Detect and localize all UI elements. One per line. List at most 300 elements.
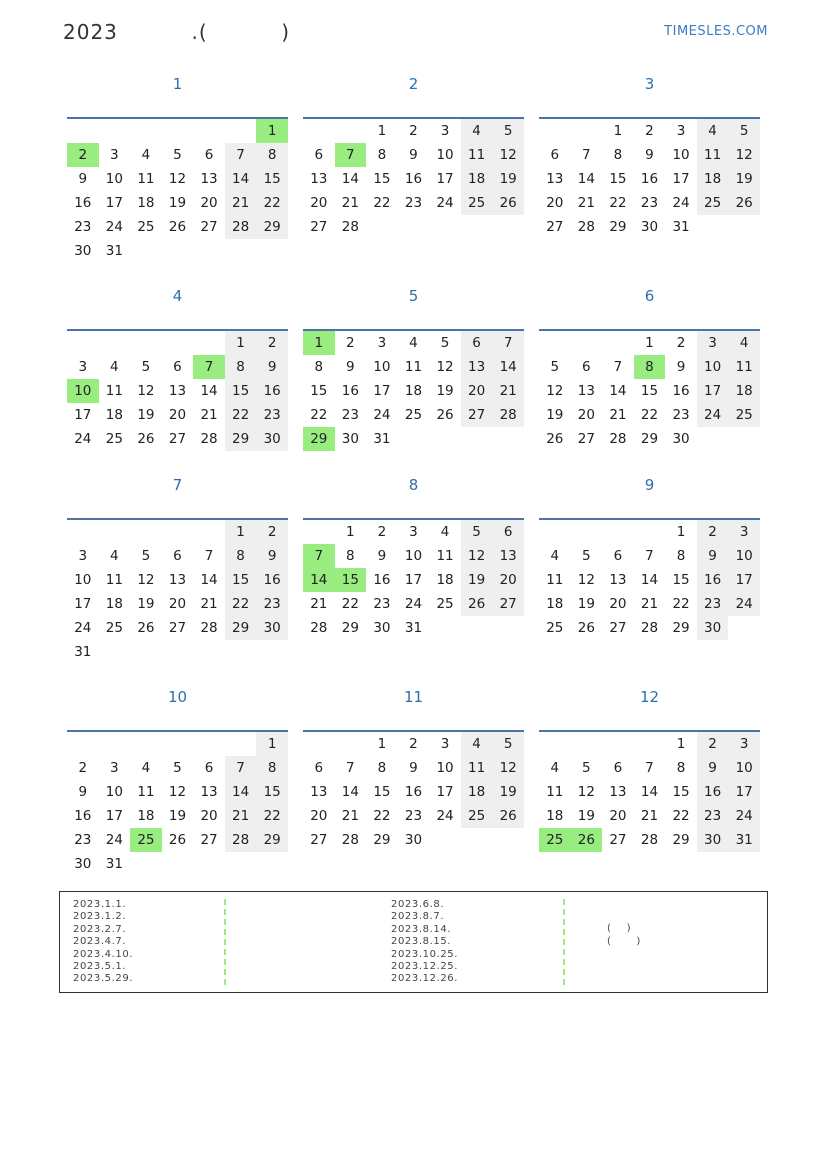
day-cell: 20	[609, 596, 627, 612]
empty-day-cell	[67, 119, 99, 143]
day-cell: 29	[640, 431, 659, 447]
holiday-date: 2023.1.2.	[73, 911, 127, 923]
day-cell: 6	[173, 548, 182, 564]
week-row	[303, 732, 524, 756]
day-cell: 28	[200, 431, 218, 447]
day-cell: 10	[404, 548, 423, 564]
day-cell: 27	[310, 832, 328, 848]
holiday-date: 2023.8.7.	[391, 911, 445, 923]
empty-day-cell	[162, 852, 194, 876]
month-grid	[67, 732, 288, 876]
weekend-day-cell: 7	[225, 756, 257, 780]
empty-day-cell	[539, 520, 571, 544]
weekend-day-cell: 30	[697, 616, 729, 640]
empty-day-cell	[130, 119, 162, 143]
empty-day-cell	[99, 732, 131, 756]
day-cell: 23	[373, 596, 391, 612]
week-row	[67, 592, 288, 616]
month-name: 12	[639, 688, 660, 706]
weekend-day-cell: 31	[728, 828, 760, 852]
day-cell: 23	[404, 195, 423, 211]
day-cell: 4	[550, 548, 560, 564]
day-cell: 12	[137, 383, 155, 399]
week-row	[539, 331, 760, 355]
weekend-day-cell: 12	[492, 756, 524, 780]
weekend-day-cell: 4	[461, 732, 493, 756]
empty-day-cell	[193, 640, 225, 664]
weekend-day-cell: 10	[697, 355, 729, 379]
day-cell: 20	[609, 808, 627, 824]
day-cell: 7	[645, 548, 654, 564]
week-row	[539, 756, 760, 780]
day-cell: 17	[436, 171, 454, 187]
week-row	[67, 616, 288, 640]
day-cell: 24	[373, 407, 391, 423]
day-cell: 1	[613, 123, 623, 139]
day-cell: 9	[645, 147, 654, 163]
weekend-day-cell: 11	[728, 355, 760, 379]
weekend-day-cell: 2	[256, 331, 288, 355]
day-cell: 13	[168, 383, 187, 399]
weekend-day-cell: 9	[697, 544, 729, 568]
day-cell: 13	[310, 784, 328, 800]
day-cell: 8	[346, 548, 355, 564]
day-cell: 10	[105, 784, 123, 800]
day-cell: 14	[200, 572, 218, 588]
day-cell: 14	[200, 383, 218, 399]
empty-day-cell	[193, 520, 225, 544]
week-row	[539, 616, 760, 640]
day-cell: 8	[676, 548, 686, 564]
weekend-day-cell: 14	[492, 355, 524, 379]
month-grid	[539, 732, 760, 852]
holiday-day-cell: 8	[634, 355, 666, 379]
day-cell: 11	[137, 784, 155, 800]
week-row	[67, 403, 288, 427]
empty-day-cell	[429, 215, 461, 239]
weekend-day-cell: 14	[225, 167, 257, 191]
day-cell: 5	[173, 147, 182, 163]
empty-day-cell	[130, 640, 162, 664]
empty-day-cell	[256, 239, 288, 263]
empty-day-cell	[130, 852, 162, 876]
day-cell: 3	[110, 147, 119, 163]
empty-day-cell	[225, 239, 257, 263]
empty-day-cell	[492, 828, 524, 852]
empty-day-cell	[162, 520, 194, 544]
week-row	[539, 732, 760, 756]
holiday-day-cell: 14	[303, 568, 335, 592]
day-cell: 5	[173, 760, 182, 776]
empty-day-cell	[697, 215, 729, 239]
weekend-day-cell: 11	[461, 143, 493, 167]
day-cell: 5	[141, 548, 151, 564]
holiday-date: 2023.5.1.	[73, 960, 127, 972]
month-name: 11	[403, 688, 424, 706]
weekend-day-cell: 16	[697, 568, 729, 592]
day-cell: 16	[640, 171, 659, 187]
weekend-day-cell: 19	[492, 780, 524, 804]
day-cell: 12	[436, 359, 454, 375]
day-cell: 9	[676, 359, 686, 375]
day-cell: 26	[436, 407, 454, 423]
day-cell: 15	[310, 383, 328, 399]
day-cell: 5	[582, 760, 591, 776]
holiday-day-cell: 25	[539, 828, 571, 852]
empty-day-cell	[366, 215, 398, 239]
day-cell: 11	[105, 572, 123, 588]
day-cell: 1	[676, 524, 686, 540]
empty-day-cell	[634, 732, 666, 756]
legend-note: ( )	[607, 936, 641, 947]
empty-day-cell	[162, 119, 194, 143]
day-cell: 10	[74, 572, 92, 588]
day-cell: 4	[141, 147, 151, 163]
day-cell: 9	[409, 147, 418, 163]
day-cell: 3	[110, 760, 119, 776]
day-cell: 16	[404, 784, 423, 800]
empty-day-cell	[225, 119, 257, 143]
day-cell: 29	[341, 620, 359, 636]
holiday-date: 2023.8.14.	[391, 923, 452, 935]
weekend-day-cell: 17	[697, 379, 729, 403]
day-cell: 1	[377, 123, 387, 139]
day-cell: 18	[436, 572, 454, 588]
day-cell: 12	[577, 784, 595, 800]
empty-day-cell	[492, 427, 524, 451]
holiday-date: 2023.6.8.	[391, 899, 445, 910]
empty-day-cell	[539, 732, 571, 756]
holiday-day-cell: 7	[303, 544, 335, 568]
day-cell: 21	[310, 596, 328, 612]
weekend-day-cell: 18	[461, 780, 493, 804]
holiday-day-cell: 7	[193, 355, 225, 379]
day-cell: 29	[672, 832, 690, 848]
weekend-day-cell: 13	[461, 355, 493, 379]
weekend-day-cell: 27	[492, 592, 524, 616]
day-cell: 7	[613, 359, 623, 375]
day-cell: 28	[640, 620, 659, 636]
day-cell: 16	[373, 572, 391, 588]
weekend-day-cell: 22	[256, 804, 288, 828]
day-cell: 5	[582, 548, 591, 564]
day-cell: 6	[613, 548, 623, 564]
day-cell: 21	[640, 596, 659, 612]
month-grid	[303, 331, 524, 451]
week-row	[67, 640, 288, 664]
day-cell: 22	[373, 195, 391, 211]
day-cell: 17	[74, 407, 92, 423]
month-name: 8	[408, 476, 419, 494]
holiday-date: 2023.5.29.	[73, 973, 134, 985]
day-cell: 21	[200, 596, 218, 612]
week-row	[67, 756, 288, 780]
day-cell: 20	[200, 808, 218, 824]
empty-day-cell	[256, 852, 288, 876]
week-row	[303, 403, 524, 427]
day-cell: 14	[609, 383, 627, 399]
week-row	[303, 616, 524, 640]
weekend-day-cell: 21	[225, 191, 257, 215]
day-cell: 15	[672, 784, 690, 800]
day-cell: 11	[105, 383, 123, 399]
weekend-day-cell: 30	[697, 828, 729, 852]
holiday-date: 2023.2.7.	[73, 923, 127, 935]
day-cell: 31	[404, 620, 423, 636]
day-cell: 26	[137, 431, 155, 447]
week-row	[303, 379, 524, 403]
month-grid	[67, 520, 288, 664]
day-cell: 9	[346, 359, 355, 375]
day-cell: 26	[137, 620, 155, 636]
day-cell: 17	[105, 195, 123, 211]
day-cell: 1	[377, 736, 387, 752]
weekend-day-cell: 8	[256, 143, 288, 167]
empty-day-cell	[67, 732, 99, 756]
week-row	[303, 756, 524, 780]
empty-day-cell	[256, 640, 288, 664]
day-cell: 8	[314, 359, 324, 375]
day-cell: 5	[440, 335, 450, 351]
week-row	[303, 331, 524, 355]
week-row	[303, 804, 524, 828]
week-row	[303, 427, 524, 451]
weekend-day-cell: 18	[697, 167, 729, 191]
day-cell: 14	[640, 572, 659, 588]
empty-day-cell	[67, 331, 99, 355]
day-cell: 15	[609, 171, 627, 187]
week-row	[303, 828, 524, 852]
day-cell: 7	[204, 548, 214, 564]
day-cell: 10	[373, 359, 391, 375]
empty-day-cell	[728, 215, 760, 239]
empty-day-cell	[571, 331, 603, 355]
empty-day-cell	[193, 732, 225, 756]
day-cell: 10	[672, 147, 690, 163]
day-cell: 6	[582, 359, 591, 375]
empty-day-cell	[225, 732, 257, 756]
day-cell: 8	[676, 760, 686, 776]
empty-day-cell	[728, 427, 760, 451]
holiday-day-cell: 2	[67, 143, 99, 167]
empty-day-cell	[602, 520, 634, 544]
weekend-day-cell: 6	[492, 520, 524, 544]
day-cell: 19	[436, 383, 454, 399]
day-cell: 18	[105, 596, 123, 612]
day-cell: 27	[609, 620, 627, 636]
month-name: 3	[644, 75, 655, 93]
day-cell: 26	[546, 431, 564, 447]
week-row	[67, 544, 288, 568]
day-cell: 8	[377, 760, 387, 776]
day-cell: 27	[168, 431, 187, 447]
day-cell: 9	[377, 548, 387, 564]
weekend-day-cell: 25	[728, 403, 760, 427]
day-cell: 22	[609, 195, 627, 211]
weekend-day-cell: 5	[492, 732, 524, 756]
day-cell: 28	[341, 832, 359, 848]
day-cell: 13	[609, 784, 627, 800]
empty-day-cell	[303, 119, 335, 143]
day-cell: 14	[341, 171, 359, 187]
week-row	[539, 568, 760, 592]
day-cell: 28	[341, 219, 359, 235]
holiday-date: 2023.4.10.	[73, 948, 134, 960]
day-cell: 20	[546, 195, 564, 211]
empty-day-cell	[225, 640, 257, 664]
weekend-day-cell: 12	[728, 143, 760, 167]
day-cell: 8	[377, 147, 387, 163]
holiday-date: 2023.4.7.	[73, 936, 127, 948]
day-cell: 16	[341, 383, 359, 399]
day-cell: 5	[550, 359, 560, 375]
week-row	[67, 828, 288, 852]
day-cell: 19	[577, 808, 595, 824]
empty-day-cell	[697, 427, 729, 451]
weekend-day-cell: 15	[225, 379, 257, 403]
week-row	[303, 167, 524, 191]
day-cell: 26	[577, 620, 595, 636]
day-cell: 20	[310, 808, 328, 824]
weekend-day-cell: 19	[492, 167, 524, 191]
day-cell: 21	[577, 195, 595, 211]
weekend-day-cell: 26	[492, 804, 524, 828]
empty-day-cell	[492, 215, 524, 239]
day-cell: 11	[546, 784, 564, 800]
week-row	[539, 119, 760, 143]
day-cell: 22	[640, 407, 659, 423]
weekend-day-cell: 19	[461, 568, 493, 592]
day-cell: 6	[314, 760, 324, 776]
empty-day-cell	[193, 852, 225, 876]
day-cell: 2	[377, 524, 387, 540]
weekend-day-cell: 17	[728, 568, 760, 592]
weekend-day-cell: 29	[225, 616, 257, 640]
day-cell: 28	[640, 832, 659, 848]
holiday-marker-bar	[224, 899, 226, 985]
holiday-day-cell: 10	[67, 379, 99, 403]
day-cell: 21	[640, 808, 659, 824]
weekend-day-cell: 5	[461, 520, 493, 544]
weekend-day-cell: 14	[225, 780, 257, 804]
week-row	[539, 592, 760, 616]
holiday-date: 2023.8.15.	[391, 936, 452, 948]
weekend-day-cell: 8	[225, 355, 257, 379]
day-cell: 16	[74, 808, 92, 824]
day-cell: 20	[310, 195, 328, 211]
day-cell: 17	[404, 572, 423, 588]
weekend-day-cell: 17	[728, 780, 760, 804]
day-cell: 1	[676, 736, 686, 752]
weekend-day-cell: 18	[461, 167, 493, 191]
day-cell: 21	[200, 407, 218, 423]
weekend-day-cell: 10	[728, 544, 760, 568]
week-row	[67, 852, 288, 876]
day-cell: 2	[676, 335, 686, 351]
day-cell: 20	[168, 596, 187, 612]
empty-day-cell	[461, 616, 493, 640]
day-cell: 6	[314, 147, 324, 163]
empty-day-cell	[130, 732, 162, 756]
brand-link[interactable]: TIMESLES.COM	[664, 24, 768, 39]
day-cell: 6	[173, 359, 182, 375]
week-row	[539, 780, 760, 804]
empty-day-cell	[99, 119, 131, 143]
weekend-day-cell: 16	[256, 379, 288, 403]
week-row	[67, 119, 288, 143]
empty-day-cell	[398, 427, 430, 451]
day-cell: 25	[105, 431, 123, 447]
weekend-day-cell: 13	[492, 544, 524, 568]
week-row	[539, 143, 760, 167]
day-cell: 9	[78, 171, 88, 187]
day-cell: 19	[546, 407, 564, 423]
weekend-day-cell: 4	[697, 119, 729, 143]
month-name: 6	[644, 287, 655, 305]
empty-day-cell	[461, 215, 493, 239]
day-cell: 19	[168, 195, 187, 211]
day-cell: 10	[105, 171, 123, 187]
day-cell: 13	[200, 171, 218, 187]
day-cell: 26	[168, 219, 187, 235]
week-row	[67, 215, 288, 239]
week-row	[303, 520, 524, 544]
week-row	[539, 215, 760, 239]
weekend-day-cell: 29	[256, 215, 288, 239]
empty-day-cell	[303, 732, 335, 756]
empty-day-cell	[602, 732, 634, 756]
week-row	[67, 732, 288, 756]
weekend-day-cell: 26	[728, 191, 760, 215]
month-name: 1	[172, 75, 183, 93]
day-cell: 30	[74, 856, 92, 872]
day-cell: 28	[609, 431, 627, 447]
day-cell: 6	[613, 760, 623, 776]
day-cell: 17	[105, 808, 123, 824]
week-row	[539, 544, 760, 568]
day-cell: 27	[577, 431, 595, 447]
week-row	[303, 355, 524, 379]
weekend-day-cell: 9	[256, 355, 288, 379]
empty-day-cell	[571, 732, 603, 756]
empty-day-cell	[728, 616, 760, 640]
holiday-day-cell: 29	[303, 427, 335, 451]
empty-day-cell	[602, 331, 634, 355]
weekend-day-cell: 24	[697, 403, 729, 427]
day-cell: 30	[341, 431, 359, 447]
day-cell: 4	[110, 548, 119, 564]
empty-day-cell	[162, 239, 194, 263]
day-cell: 30	[672, 431, 690, 447]
day-cell: 31	[672, 219, 690, 235]
weekend-day-cell: 3	[728, 520, 760, 544]
day-cell: 16	[74, 195, 92, 211]
day-cell: 21	[341, 195, 359, 211]
day-cell: 31	[373, 431, 391, 447]
day-cell: 23	[74, 832, 92, 848]
empty-day-cell	[634, 520, 666, 544]
empty-day-cell	[130, 331, 162, 355]
day-cell: 8	[613, 147, 623, 163]
day-cell: 7	[645, 760, 654, 776]
weekend-day-cell: 27	[461, 403, 493, 427]
day-cell: 15	[373, 171, 391, 187]
day-cell: 12	[546, 383, 564, 399]
weekend-day-cell: 1	[256, 732, 288, 756]
week-row	[67, 804, 288, 828]
day-cell: 27	[310, 219, 328, 235]
empty-day-cell	[429, 427, 461, 451]
